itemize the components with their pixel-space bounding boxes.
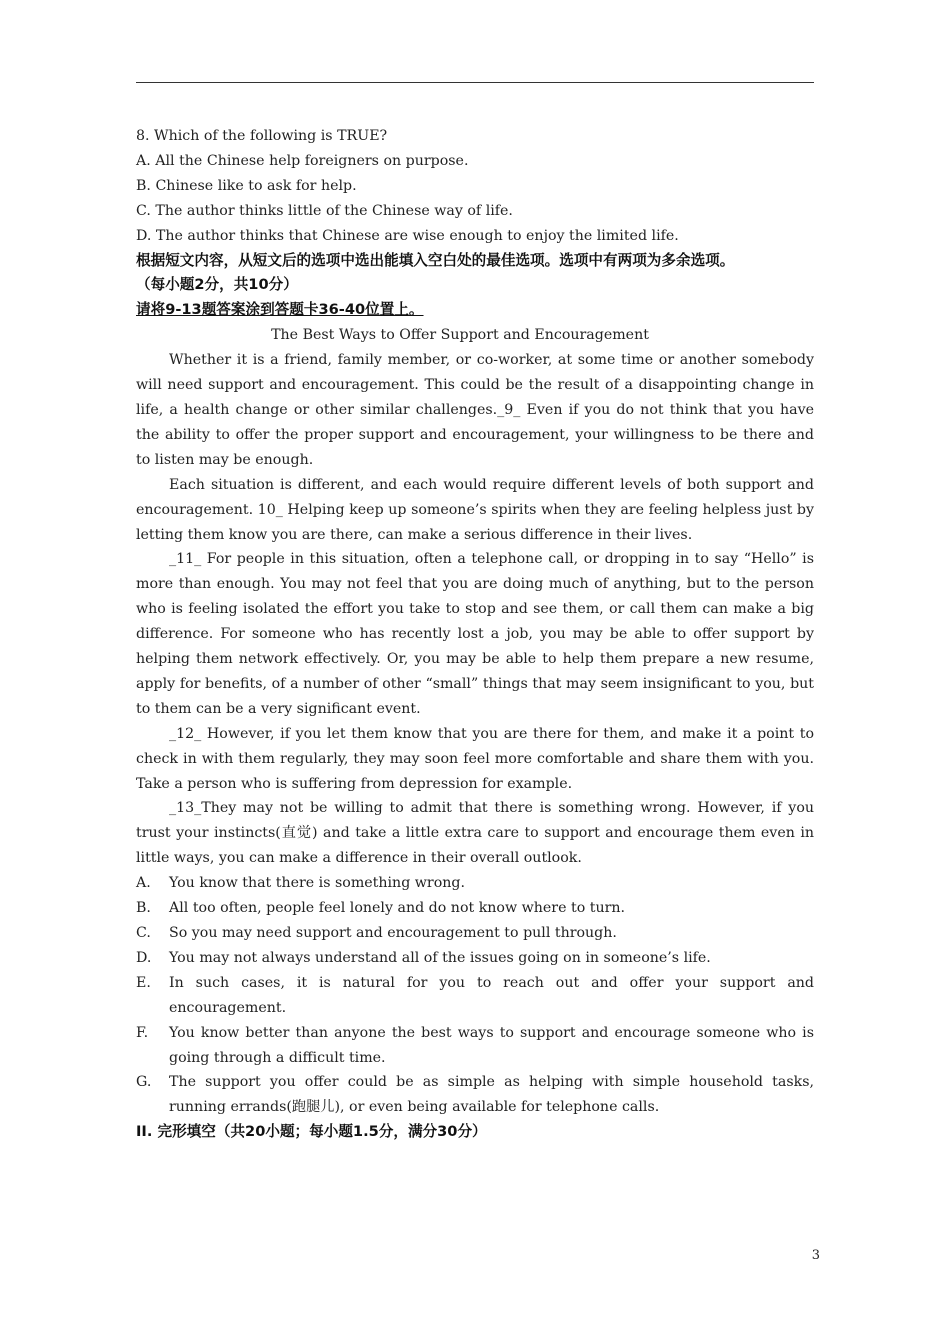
choice-g	[136, 1070, 814, 1120]
choice-label: C.	[136, 925, 151, 941]
choice-text: You know better than anyone the best ways to support and encourage someone who is going through a difficult time.	[169, 1024, 814, 1066]
section-scoring: （每小题2分，共10分）	[136, 276, 298, 294]
choice-text: The support you offer could be as simple as helping with simple household tasks, running errands(跑腿儿), or even being available for telephone calls.	[169, 1074, 814, 1116]
question-8-option-b: B. Chinese like to ask for help.	[136, 177, 357, 194]
choice-b	[136, 896, 814, 921]
choice-d	[136, 946, 814, 971]
answer-sheet-instruction: 请将9-13题答案涂到答题卡36-40位置上。	[136, 301, 424, 319]
passage-paragraph-2: Each situation is different, and each would require different levels of both support and encouragement. 10_ Helping keep up someone’s spirits when they are feeling helpless just by letting them know you are there, can make a serious difference in their lives.	[136, 476, 814, 543]
choice-label: B.	[136, 900, 151, 917]
passage-paragraph-1: Whether it is a friend, family member, or co-worker, at some time or another somebody will need support and encouragement. This could be the result of a disappointing change in life, a health change or other similar challenges._9_ Even if you do not think that you have the ability to offer the proper support and encouragement, your willingness to be there and to listen may be enough.	[136, 352, 814, 468]
question-8-stem: 8. Which of the following is TRUE?	[136, 128, 388, 144]
choice-label: A.	[136, 875, 151, 892]
choice-text: So you may need support and encouragement to pull through.	[169, 925, 617, 941]
passage-title: The Best Ways to Offer Support and Encouragement	[271, 327, 649, 344]
choice-label: F.	[136, 1024, 149, 1041]
choice-c	[136, 921, 814, 946]
next-section-heading: II. 完形填空（共20小题；每小题1.5分，满分30分）	[136, 1123, 487, 1141]
choice-text: In such cases, it is natural for you to reach out and offer your support and encouragement.	[169, 974, 814, 1016]
passage-paragraph-5: _13_They may not be willing to admit that there is something wrong. However, if you trust your instincts(直觉) and take a little extra care to support and encourage them even in little ways, you can make a difference in their overall outlook.	[136, 800, 814, 867]
question-8-option-d: D. The author thinks that Chinese are wise enough to enjoy the limited life.	[136, 227, 679, 244]
question-8-option-a: A. All the Chinese help foreigners on purpose.	[136, 152, 469, 169]
choice-label: G.	[136, 1074, 152, 1091]
choice-text: You may not always understand all of the issues going on in someone’s life.	[169, 949, 711, 966]
choice-label: E.	[136, 974, 151, 991]
choice-label: D.	[136, 949, 152, 966]
passage-paragraph-4: _12_ However, if you let them know that you are there for them, and make it a point to check in with them regularly, they may soon feel more comfortable and share them with you. Take a person who is suffering from depression for example.	[136, 725, 814, 792]
choice-a	[136, 871, 814, 896]
question-8-option-c: C. The author thinks little of the Chinese way of life.	[136, 202, 513, 219]
choice-e	[136, 971, 814, 1021]
header-rule	[136, 82, 814, 83]
passage-paragraph-3: _11_ For people in this situation, often a telephone call, or dropping in to say “Hello” is more than enough. You may not feel that you are doing much of anything, but to the person who is feeling isolated the effort you take to stop and see them, or call them can make a big difference. For someone who has recently lost a job, you may be able to offer support by helping them network effectively. Or, you may be able to help them prepare a new resume, apply for benefits, of a number of other “small” things that may seem insignificant to you, but to them can be a very significant event.	[136, 551, 814, 717]
page-number: 3	[811, 1248, 820, 1263]
section-instruction: 根据短文内容，从短文后的选项中选出能填入空白处的最佳选项。选项中有两项为多余选项。	[136, 251, 735, 269]
page-content	[136, 124, 814, 1145]
choice-text: All too often, people feel lonely and do not know where to turn.	[169, 900, 626, 917]
choice-f	[136, 1021, 814, 1071]
choice-text: You know that there is something wrong.	[169, 875, 465, 892]
